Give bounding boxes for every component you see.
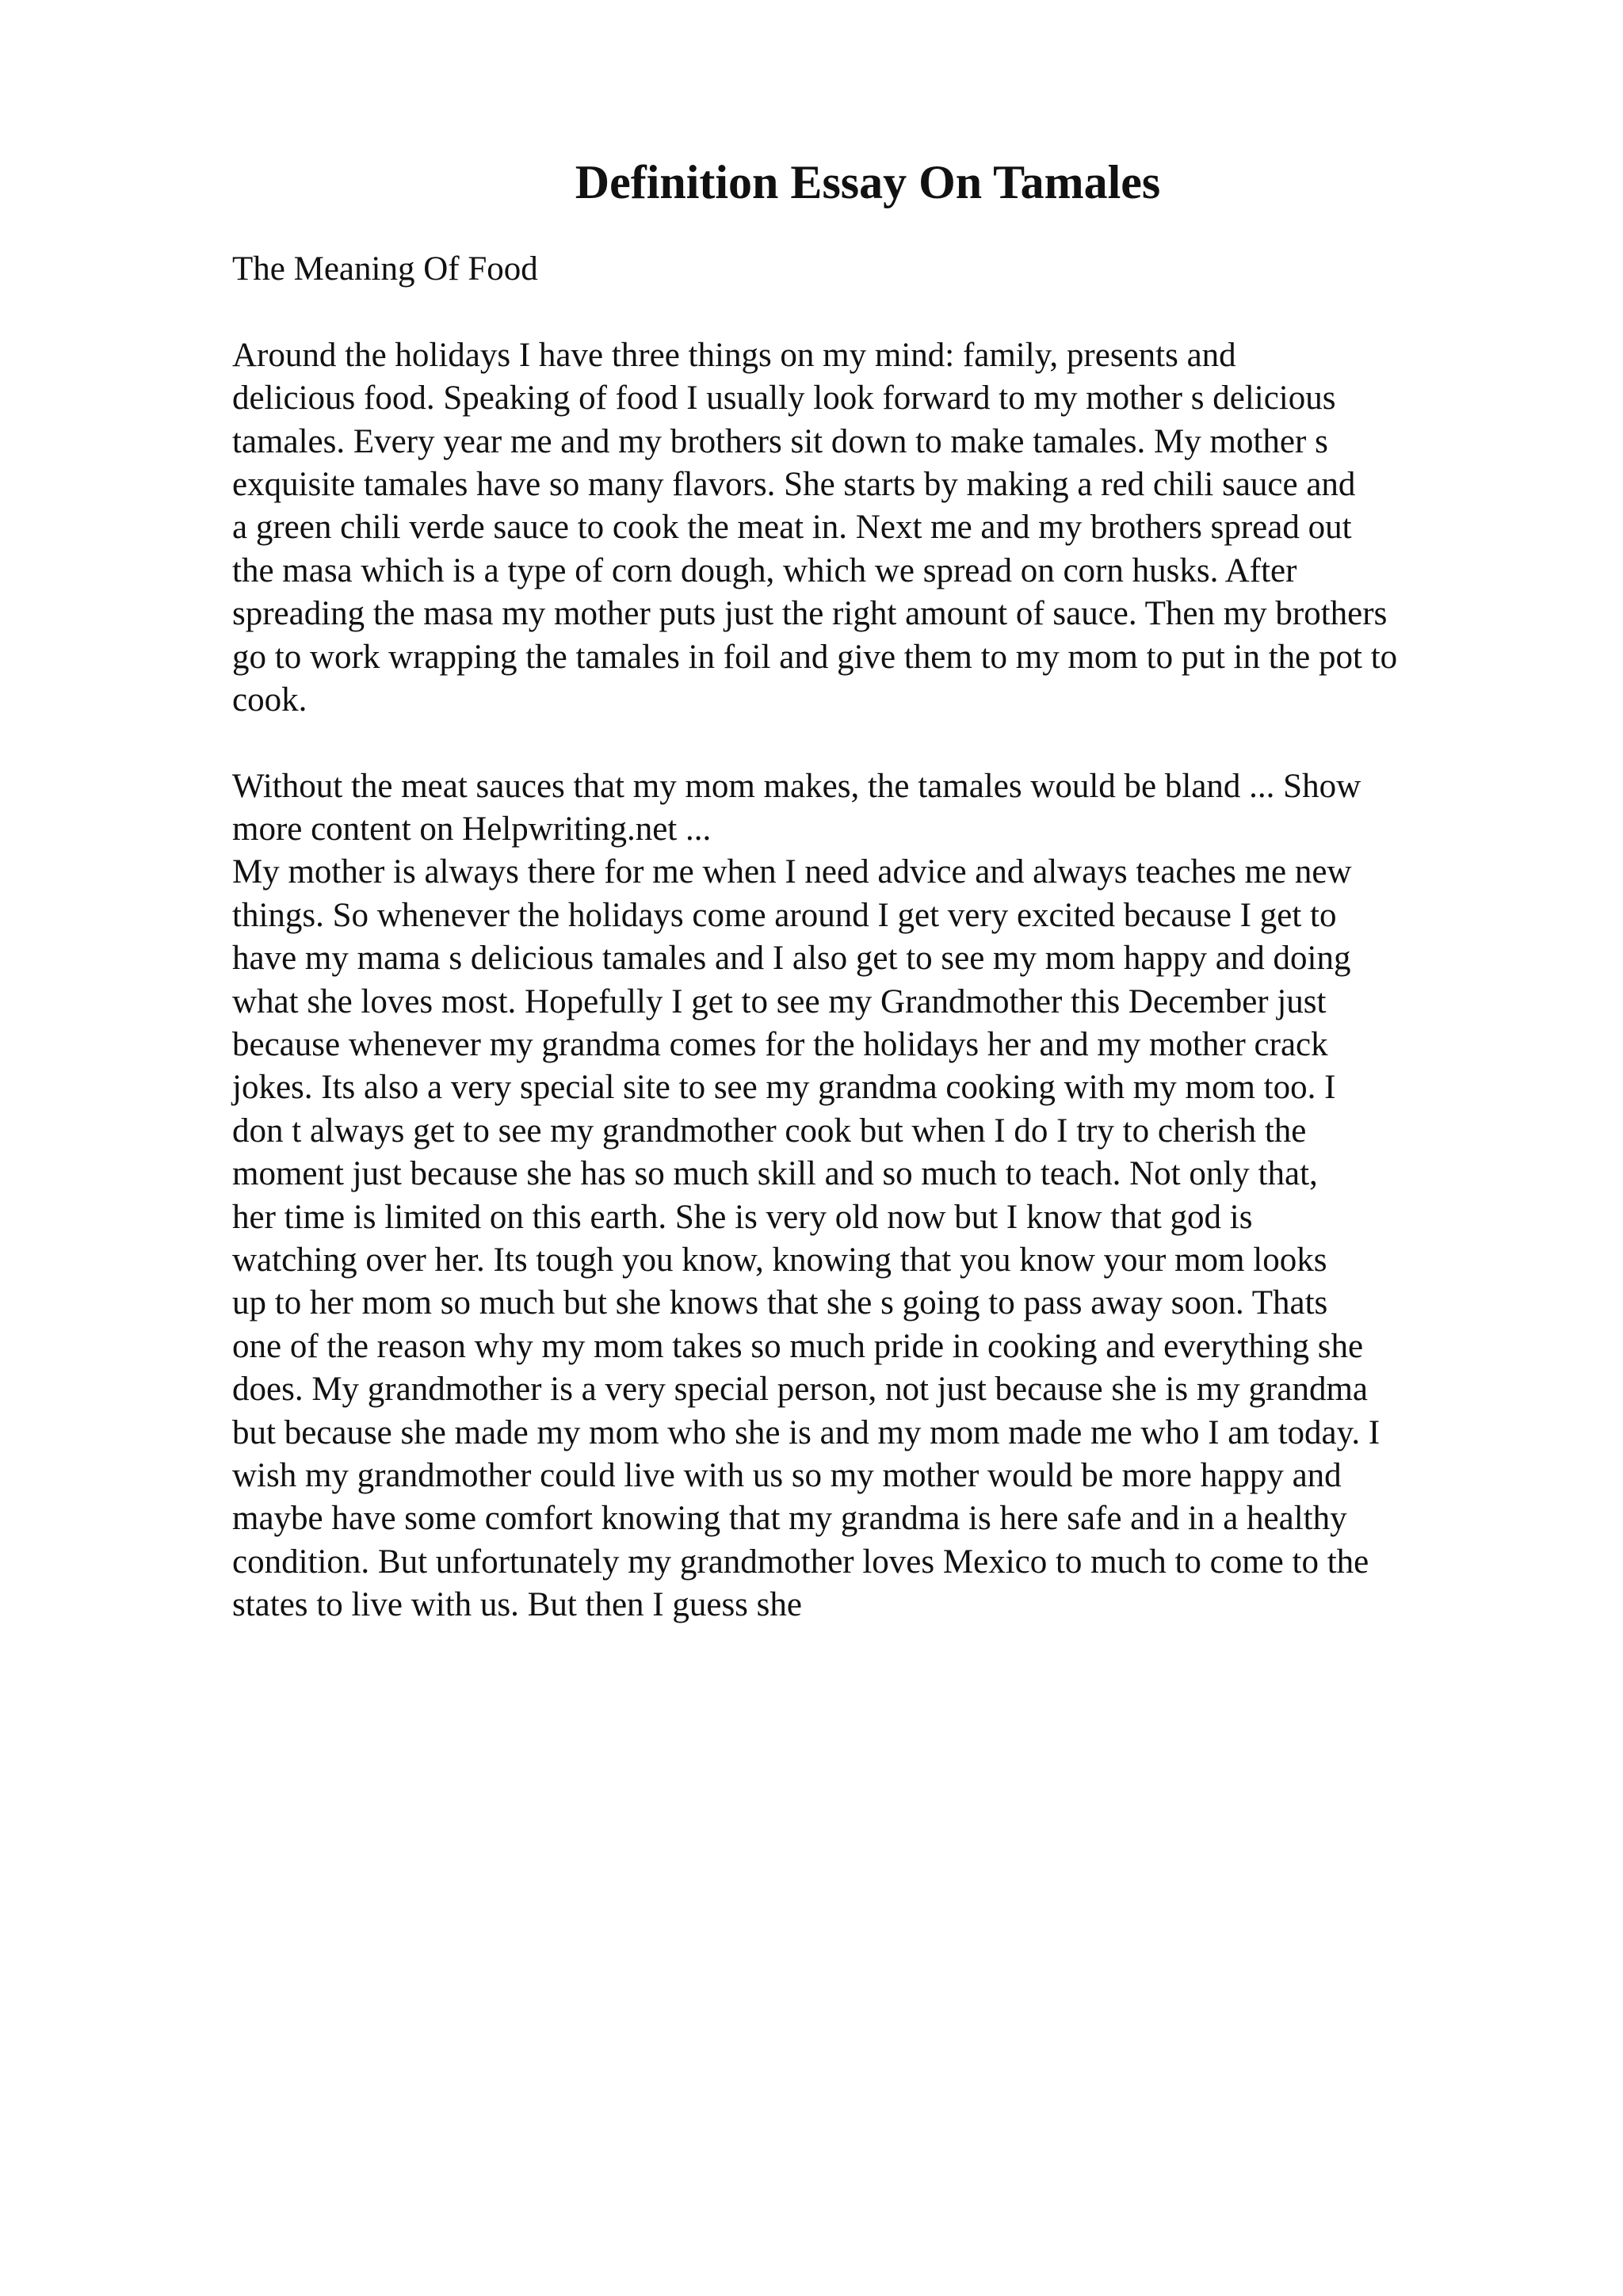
text-line: tamales. Every year me and my brothers sit down to make tamales. My mother s (232, 422, 1328, 460)
text-line: a green chili verde sauce to cook the meat in. Next me and my brothers spread out (232, 509, 1352, 547)
text-line: spreading the masa my mother puts just the right amount of sauce. Then my brothers (232, 595, 1388, 633)
text-line: what she loves most. Hopefully I get to see my Grandmother this December just (232, 982, 1327, 1020)
text-line: because whenever my grandma comes for the holidays her and my mother crack (232, 1026, 1328, 1064)
text-line: moment just because she has so much skill and so much to teach. Not only that, (232, 1155, 1318, 1193)
text-line: states to live with us. But then I guess she (232, 1586, 802, 1624)
document-body (232, 248, 1532, 1627)
paragraph-spacer (232, 291, 1532, 334)
text-line: the masa which is a type of corn dough, which we spread on corn husks. After (232, 551, 1297, 589)
subtitle: The Meaning Of Food (232, 250, 538, 288)
document-title: Definition Essay On Tamales (575, 156, 1161, 208)
text-line: more content on Helpwriting.net ... (232, 810, 712, 849)
text-line: go to work wrapping the tamales in foil and give them to my mom to put in the pot to (232, 638, 1398, 676)
text-line: maybe have some comfort knowing that my grandma is here safe and in a healthy (232, 1500, 1347, 1538)
text-line: cook. (232, 681, 307, 719)
text-line: does. My grandmother is a very special person, not just because she is my grandma (232, 1371, 1368, 1409)
text-line: but because she made my mom who she is and my mom made me who I am today. I (232, 1413, 1381, 1451)
text-line: things. So whenever the holidays come around I get very excited because I get to (232, 896, 1337, 934)
text-line: exquisite tamales have so many flavors. She starts by making a red chili sauce and (232, 465, 1356, 503)
paragraph-2 (232, 765, 1532, 1627)
text-line: My mother is always there for me when I need advice and always teaches me new (232, 853, 1352, 891)
text-line: delicious food. Speaking of food I usually look forward to my mother s delicious (232, 379, 1336, 418)
text-line: wish my grandmother could live with us so my mother would be more happy and (232, 1456, 1342, 1494)
paragraph-1 (232, 334, 1532, 723)
text-line: her time is limited on this earth. She is very old now but I know that god is (232, 1198, 1253, 1236)
text-line: one of the reason why my mom takes so much pride in cooking and everything she (232, 1327, 1364, 1365)
text-line: watching over her. Its tough you know, knowing that you know your mom looks (232, 1241, 1327, 1279)
paragraph-spacer (232, 722, 1532, 765)
text-line: jokes. Its also a very special site to see my grandma cooking with my mom too. I (232, 1069, 1336, 1107)
text-line: condition. But unfortunately my grandmother loves Mexico to much to come to the (232, 1543, 1369, 1581)
text-line: Without the meat sauces that my mom makes, the tamales would be bland ... Show (232, 767, 1361, 805)
text-line: up to her mom so much but she knows that she s going to pass away soon. Thats (232, 1284, 1328, 1322)
text-line: Around the holidays I have three things on my mind: family, presents and (232, 336, 1236, 374)
text-line: have my mama s delicious tamales and I also get to see my mom happy and doing (232, 940, 1351, 978)
text-line: don t always get to see my grandmother cook but when I do I try to cherish the (232, 1112, 1307, 1150)
